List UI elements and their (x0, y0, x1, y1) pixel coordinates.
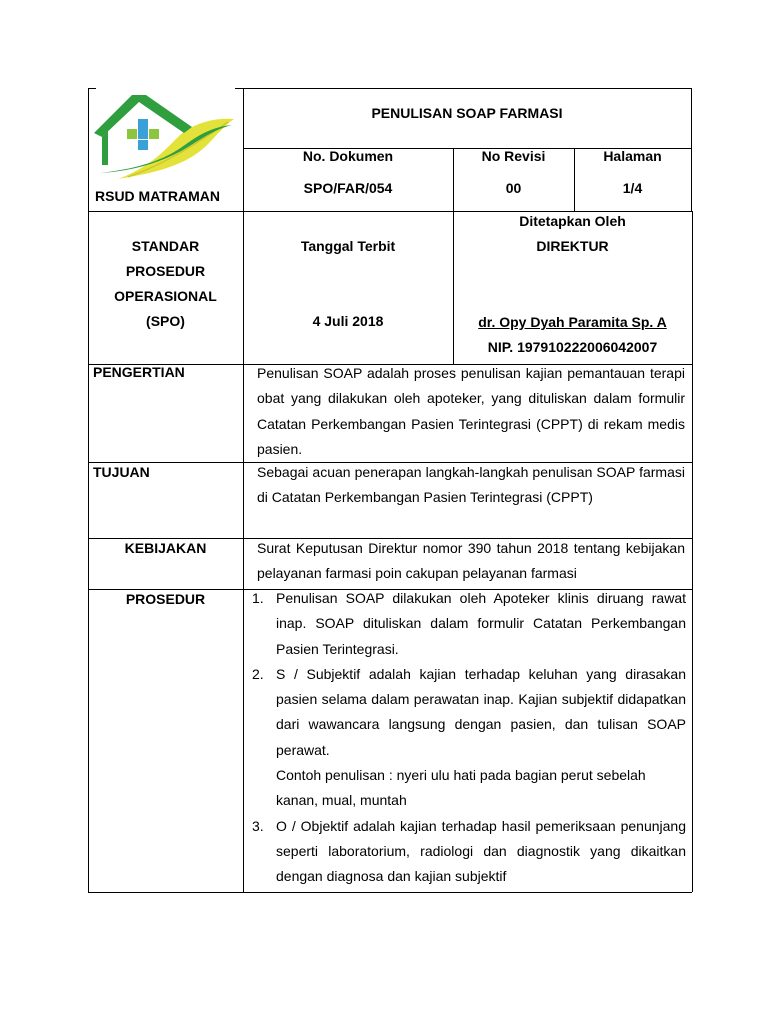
spo-line-3: OPERASIONAL (114, 288, 217, 304)
approver-nip: NIP. 197910222006042007 (487, 339, 658, 355)
kebijakan-label: KEBIJAKAN (124, 540, 207, 556)
pengertian-label: PENGERTIAN (93, 364, 185, 380)
procedure-number: 3. (252, 817, 264, 834)
approver-title: DIREKTUR (536, 238, 609, 254)
table-border (235, 88, 691, 89)
procedure-number: 2. (252, 665, 264, 682)
spo-line-4: (SPO) (146, 313, 185, 329)
kebijakan-text: Surat Keputusan Direktur nomor 390 tahun 2018 tentang kebijakan pelayanan farmasi poin cakupan pelayanan farmasi (257, 540, 685, 582)
revision-label: No Revisi (481, 148, 546, 164)
spo-line-2: PROSEDUR (125, 263, 206, 279)
doc-no-label: No. Dokumen (302, 148, 394, 164)
table-border (243, 88, 244, 892)
procedure-number: 1. (252, 590, 264, 606)
page-value: 1/4 (622, 180, 643, 196)
procedure-item (252, 586, 686, 662)
procedure-text: Penulisan SOAP dilakukan oleh Apoteker klinis diruang rawat inap. SOAP dituliskan dalam formulir Catatan Perkembangan Pasien Terintegrasi. (276, 590, 686, 657)
spo-line-1: STANDAR (131, 238, 200, 254)
document-title: PENULISAN SOAP FARMASI (371, 105, 563, 121)
procedure-example: Contoh penulisan : nyeri ulu hati pada bagian perut sebelah kanan, mual, muntah (276, 767, 646, 809)
issue-date-label: Tanggal Terbit (300, 238, 396, 254)
procedure-item (252, 814, 686, 890)
revision-value: 00 (505, 180, 522, 196)
procedure-item (252, 662, 686, 814)
tujuan-label: TUJUAN (93, 464, 150, 480)
table-border (88, 88, 89, 892)
procedure-text: S / Subjektif adalah kajian terhadap keluhan yang dirasakan pasien selama dalam perawatan inap. Kajian subjektif didapatkan dari wawancara langsung dengan pasien, dan tulisan SOAP perawat. (276, 665, 686, 758)
page-label: Halaman (603, 148, 662, 164)
hospital-name: RSUD MATRAMAN (95, 188, 220, 204)
hospital-logo (92, 87, 238, 181)
table-border (692, 211, 693, 892)
issue-date-value: 4 Juli 2018 (312, 313, 384, 329)
doc-no-value: SPO/FAR/054 (303, 180, 393, 196)
pengertian-text: Penulisan SOAP adalah proses penulisan kajian pemantauan terapi obat yang dilakukan oleh apoteker, yang dituliskan dalam formulir Catatan Perkembangan Pasien Terintegrasi (CPPT) di rekam medis pasien. (257, 365, 685, 457)
tujuan-text: Sebagai acuan penerapan langkah-langkah penulisan SOAP farmasi di Catatan Perkembangan Pasien Terintegrasi (CPPT) (257, 464, 685, 506)
table-border (691, 88, 692, 212)
prosedur-label: PROSEDUR (125, 591, 206, 607)
approver-name: dr. Opy Dyah Paramita Sp. A (478, 314, 667, 330)
table-border (88, 892, 692, 893)
procedure-text: O / Objektif adalah kajian terhadap hasil pemeriksaan penunjang seperti laboratorium, radiologi dan diagnostik yang dikaitkan dengan diagnosa dan kajian subjektif (276, 817, 686, 885)
procedure-list (252, 586, 686, 890)
approved-by-label: Ditetapkan Oleh (519, 213, 626, 229)
